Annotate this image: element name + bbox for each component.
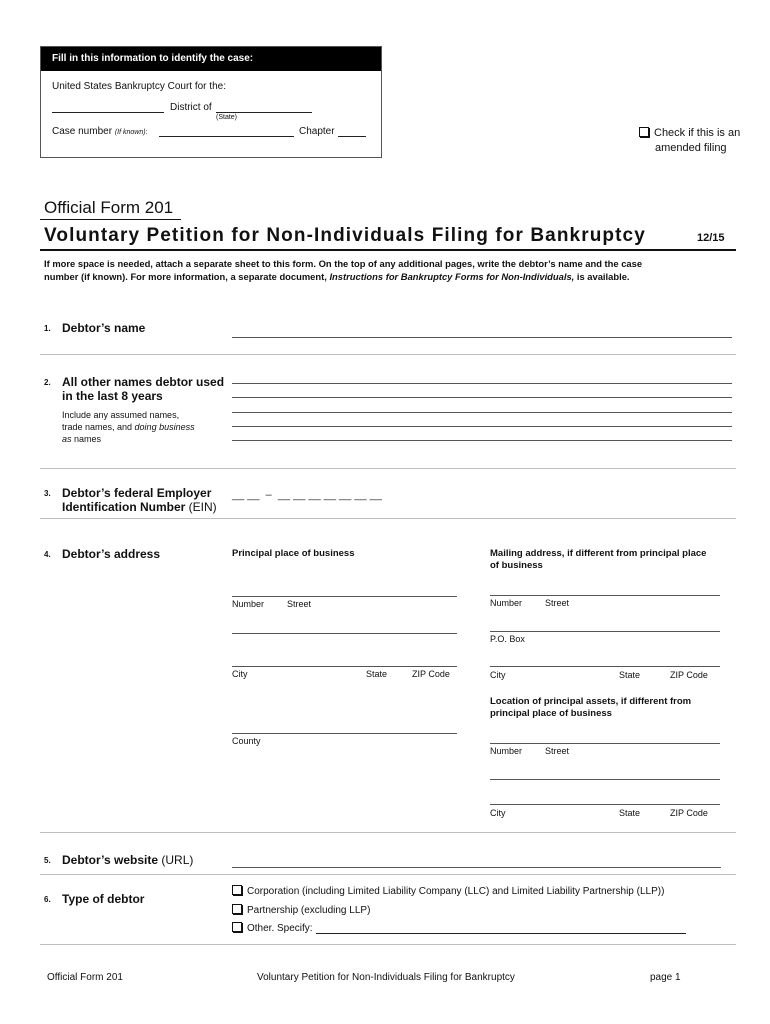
mailing-street-caption: Street — [545, 598, 570, 608]
chapter-label: Chapter — [299, 126, 335, 137]
intro-line-2c: is available. — [574, 271, 630, 282]
principal-number-caption: Number — [232, 599, 265, 609]
location-street-field-2[interactable] — [490, 779, 720, 780]
q3-number: 3. — [44, 489, 51, 498]
case-number-field[interactable] — [159, 136, 294, 137]
state-caption: (State) — [216, 114, 238, 121]
intro-line-1: If more space is needed, attach a separate sheet to this form. On the top of any additional pages, write the debtor’s name and the case — [44, 258, 643, 269]
q3-title — [62, 486, 217, 514]
q4-number: 4. — [44, 550, 51, 559]
location-zip-caption: ZIP Code — [670, 808, 708, 818]
title-rule — [40, 249, 736, 251]
case-number-text: Case number — [52, 126, 113, 137]
other-option[interactable] — [232, 922, 313, 934]
form-title: Voluntary Petition for Non-Individuals Filing for Bankruptcy — [44, 225, 646, 246]
location-head-1: Location of principal assets, if different from — [490, 696, 692, 707]
county-field[interactable] — [232, 733, 457, 734]
principal-city-caption: City — [232, 669, 248, 679]
corporation-label: Corporation (including Limited Liability Company (LLC) and Limited Liability Partnership (LLP)) — [247, 886, 665, 897]
district-state-field[interactable] — [216, 112, 312, 113]
location-street-field[interactable] — [490, 743, 720, 744]
amended-text-2: amended filing — [655, 142, 727, 154]
q2-sub-1: Include any assumed names, — [62, 410, 180, 420]
mailing-street-field[interactable] — [490, 595, 720, 596]
q2-sub-2a: trade names, and — [62, 422, 135, 432]
principal-zip-caption: ZIP Code — [412, 669, 450, 679]
district-label: District of — [170, 102, 212, 113]
q3-title-1: Debtor’s federal Employer — [62, 486, 212, 500]
case-box-header: Fill in this information to identify the case: — [41, 47, 381, 71]
q5-title-a: Debtor’s website — [62, 853, 159, 867]
po-box-caption: P.O. Box — [490, 634, 525, 644]
website-field[interactable] — [232, 867, 721, 868]
mailing-city-field[interactable] — [490, 666, 720, 667]
location-city-field[interactable] — [490, 804, 720, 805]
q2-number: 2. — [44, 378, 51, 387]
footer-form-number: Official Form 201 — [47, 972, 123, 983]
other-label: Other. Specify: — [247, 923, 313, 934]
q5-number: 5. — [44, 856, 51, 865]
q6-title: Type of debtor — [62, 892, 145, 906]
other-checkbox[interactable] — [232, 922, 242, 932]
court-district-field[interactable] — [52, 112, 164, 113]
other-specify-field[interactable] — [316, 933, 686, 934]
divider-3 — [40, 518, 736, 519]
location-city-caption: City — [490, 808, 506, 818]
q2-sub-2b: doing business — [134, 422, 195, 432]
q2-title — [62, 375, 224, 403]
q5-title — [62, 853, 193, 867]
q1-number: 1. — [44, 324, 51, 333]
form-version: 12/15 — [697, 232, 725, 244]
intro-line-2a: number (if known). For more information, a separate document, — [44, 271, 330, 282]
q2-subtext — [62, 409, 195, 445]
location-street-caption: Street — [545, 746, 570, 756]
case-number-label — [52, 126, 148, 137]
q5-title-b: (URL) — [158, 853, 194, 867]
partnership-option[interactable] — [232, 904, 370, 916]
principal-heading: Principal place of business — [232, 548, 355, 559]
other-name-field-5[interactable] — [232, 440, 732, 441]
court-line: United States Bankruptcy Court for the: — [52, 81, 226, 92]
other-name-field-4[interactable] — [232, 426, 732, 427]
debtor-name-field[interactable] — [232, 337, 732, 338]
mailing-number-caption: Number — [490, 598, 523, 608]
divider-2 — [40, 468, 736, 469]
intro-text — [44, 257, 642, 283]
location-state-caption: State — [619, 808, 641, 818]
principal-street-field-2[interactable] — [232, 633, 457, 634]
location-head-2: principal place of business — [490, 708, 612, 719]
other-name-field-3[interactable] — [232, 412, 732, 413]
principal-city-field[interactable] — [232, 666, 457, 667]
other-name-field-2[interactable] — [232, 397, 732, 398]
q3-title-2b: (EIN) — [185, 500, 217, 514]
mailing-head-1: Mailing address, if different from principal place — [490, 548, 707, 559]
principal-street-field[interactable] — [232, 596, 457, 597]
colon: : — [145, 129, 148, 136]
footer-page: page 1 — [650, 972, 681, 983]
divider-4 — [40, 832, 736, 833]
mailing-heading — [490, 548, 706, 572]
form-number: Official Form 201 — [44, 198, 174, 217]
partnership-label: Partnership (excluding LLP) — [247, 905, 371, 916]
footer-title: Voluntary Petition for Non-Individuals Filing for Bankruptcy — [257, 972, 515, 983]
mailing-zip-caption: ZIP Code — [670, 670, 708, 680]
amended-filing-option[interactable] — [639, 126, 740, 156]
q2-title-2: in the last 8 years — [62, 389, 163, 403]
q3-title-2a: Identification Number — [62, 500, 186, 514]
mailing-po-box-field[interactable] — [490, 631, 720, 632]
instructions-title: Instructions for Bankruptcy Forms for Non-Individuals, — [329, 271, 575, 282]
mailing-head-2: of business — [490, 560, 543, 571]
location-heading — [490, 696, 691, 720]
form-number-rule — [40, 219, 181, 220]
chapter-field[interactable] — [338, 136, 366, 137]
divider-6 — [40, 944, 736, 945]
q1-title: Debtor’s name — [62, 321, 146, 335]
corporation-checkbox[interactable] — [232, 885, 242, 895]
ein-field[interactable]: __ __ – __ __ __ __ __ __ __ — [232, 489, 382, 501]
divider-5 — [40, 874, 736, 875]
if-known-note: (If known) — [114, 129, 146, 136]
q6-number: 6. — [44, 895, 51, 904]
q2-title-1: All other names debtor used — [62, 375, 225, 389]
location-number-caption: Number — [490, 746, 523, 756]
q2-sub-3a: as — [62, 434, 72, 444]
q4-title: Debtor’s address — [62, 547, 161, 561]
principal-state-caption: State — [366, 669, 388, 679]
q2-sub-3b: names — [71, 434, 102, 444]
amended-checkbox[interactable] — [639, 127, 649, 137]
county-caption: County — [232, 736, 261, 746]
mailing-city-caption: City — [490, 670, 506, 680]
other-name-field-1[interactable] — [232, 383, 732, 384]
corporation-option[interactable] — [232, 885, 664, 897]
mailing-state-caption: State — [619, 670, 641, 680]
partnership-checkbox[interactable] — [232, 904, 242, 914]
principal-street-caption: Street — [287, 599, 312, 609]
amended-text-1: Check if this is an — [654, 127, 741, 139]
divider-1 — [40, 354, 736, 355]
